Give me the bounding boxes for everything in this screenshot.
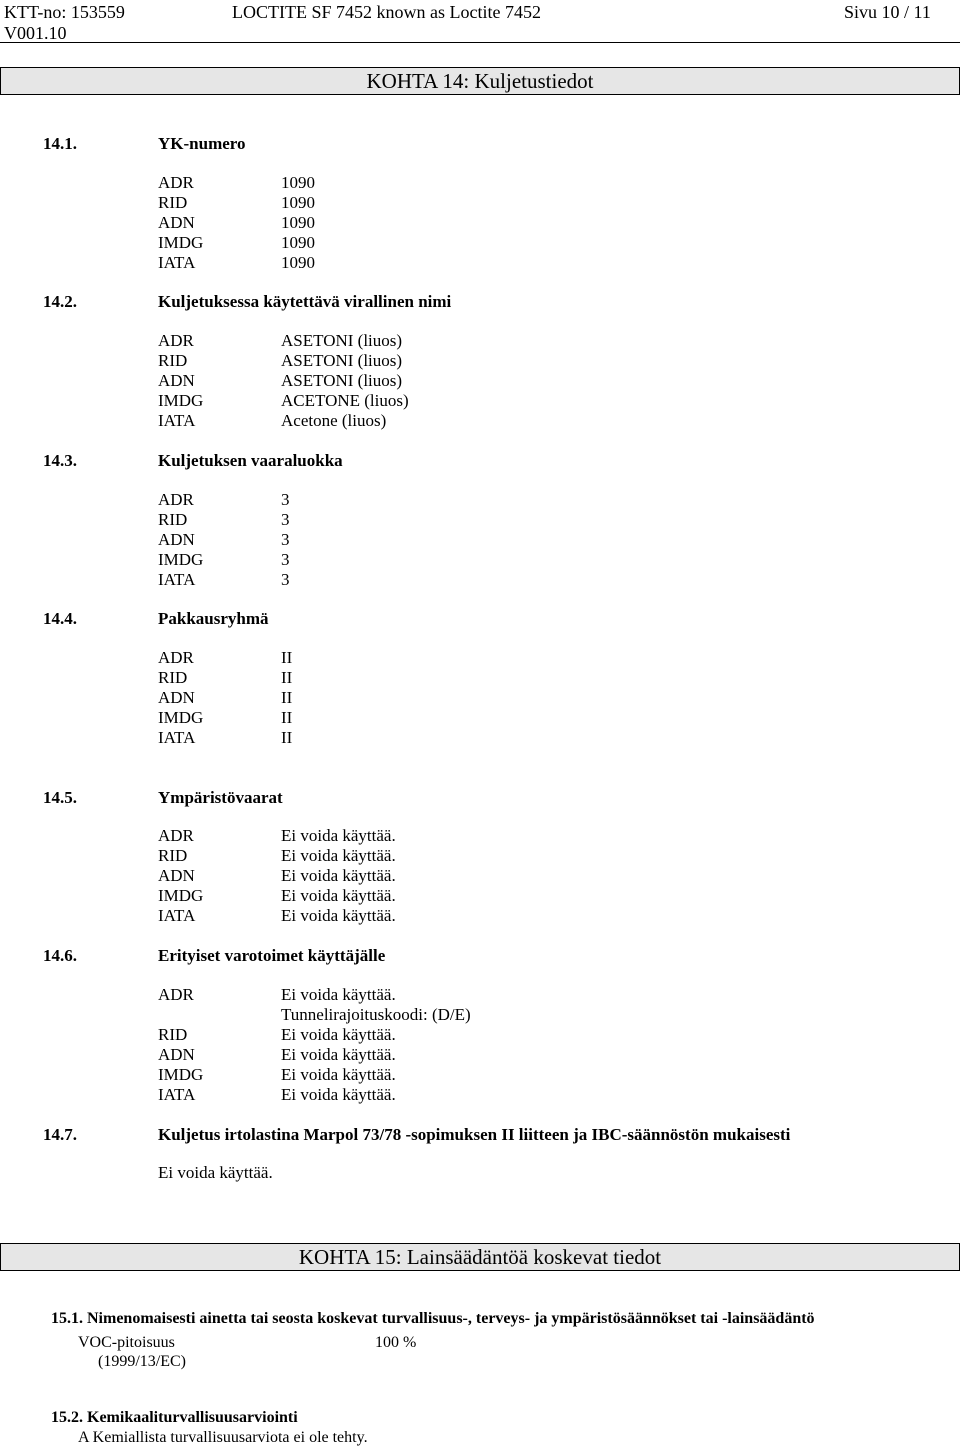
transport-value: Ei voida käyttää. (281, 826, 396, 845)
voc-directive: (1999/13/EC) (98, 1353, 186, 1370)
transport-value: Ei voida käyttää. (281, 1045, 396, 1064)
transport-mode: IATA (158, 728, 196, 747)
subsection-title: Ympäristövaarat (158, 788, 283, 807)
transport-mode: IATA (158, 570, 196, 589)
subsection-title: Pakkausryhmä (158, 609, 269, 628)
transport-mode: ADN (158, 530, 195, 549)
transport-mode: ADR (158, 173, 194, 192)
subsection-15-2-title: 15.2. Kemikaaliturvallisuusarviointi (51, 1409, 298, 1426)
transport-value: II (281, 728, 293, 747)
subsection-text: Ei voida käyttää. (158, 1163, 273, 1182)
subsection-title: Kuljetuksessa käytettävä virallinen nimi (158, 292, 452, 311)
header-divider (0, 42, 960, 43)
transport-value: Ei voida käyttää. (281, 846, 396, 865)
section-15-title: KOHTA 15: Lainsäädäntöä koskevat tiedot (298, 1245, 662, 1269)
subsection-number: 14.2. (43, 292, 77, 311)
transport-mode: ADN (158, 371, 195, 390)
transport-mode: ADN (158, 866, 195, 885)
transport-value: ASETONI (liuos) (281, 331, 403, 350)
transport-mode: RID (158, 668, 188, 687)
transport-mode: ADN (158, 213, 195, 232)
transport-value: 1090 (281, 193, 315, 212)
transport-value: Ei voida käyttää. (281, 1085, 396, 1104)
transport-value: Ei voida käyttää. (281, 866, 396, 885)
subsection-15-1-title: 15.1. Nimenomaisesti ainetta tai seosta koskevat turvallisuus-, terveys- ja ympäristösäännökset tai -lainsäädäntö (51, 1310, 815, 1327)
transport-value: ASETONI (liuos) (281, 371, 403, 390)
transport-value: ASETONI (liuos) (281, 351, 403, 370)
voc-value: 100 % (375, 1334, 417, 1351)
voc-label: VOC-pitoisuus (78, 1334, 175, 1351)
transport-mode: RID (158, 510, 188, 529)
subsection-number: 14.6. (43, 946, 77, 965)
subsection-title: YK-numero (158, 134, 246, 153)
subsection-number: 14.7. (43, 1125, 77, 1144)
subsection-title: Erityiset varotoimet käyttäjälle (158, 946, 386, 965)
transport-mode: IATA (158, 906, 196, 925)
transport-value: II (281, 668, 293, 687)
transport-mode: RID (158, 1025, 188, 1044)
transport-mode: ADN (158, 688, 195, 707)
transport-value: II (281, 688, 293, 707)
subsection-number: 14.5. (43, 788, 77, 807)
subsection-number: 14.3. (43, 451, 77, 470)
transport-mode: ADR (158, 985, 194, 1004)
transport-mode: IATA (158, 253, 196, 272)
transport-value: Ei voida käyttää. (281, 906, 396, 925)
transport-mode: IMDG (158, 233, 204, 252)
transport-value: 3 (281, 530, 290, 549)
transport-mode: IATA (158, 1085, 196, 1104)
transport-value: Ei voida käyttää. (281, 1025, 396, 1044)
transport-value: 1090 (281, 173, 315, 192)
section-14-header (0, 67, 960, 95)
transport-mode: IMDG (158, 391, 204, 410)
product-name: LOCTITE SF 7452 known as Loctite 7452 (232, 2, 541, 22)
transport-value: Ei voida käyttää. (281, 886, 396, 905)
tunnel-code: Tunnelirajoituskoodi: (D/E) (281, 1005, 471, 1024)
transport-mode: ADR (158, 648, 194, 667)
transport-mode: RID (158, 846, 188, 865)
transport-mode: IMDG (158, 550, 204, 569)
transport-mode: RID (158, 193, 188, 212)
transport-value: II (281, 648, 293, 667)
transport-value: 1090 (281, 253, 315, 272)
transport-value: 1090 (281, 213, 315, 232)
subsection-number: 14.4. (43, 609, 77, 628)
transport-mode: IATA (158, 411, 196, 430)
page-number: Sivu 10 / 11 (844, 2, 931, 22)
transport-value: Ei voida käyttää. (281, 1065, 396, 1084)
transport-value: Acetone (liuos) (281, 411, 387, 430)
transport-value: 3 (281, 550, 290, 569)
ktt-number: KTT-no: 153559 (4, 2, 125, 22)
subsection-15-2-text: A Kemiallista turvallisuusarviota ei ole tehty. (78, 1429, 368, 1446)
subsection-number: 14.1. (43, 134, 77, 153)
transport-mode: ADN (158, 1045, 195, 1064)
section-14-title: KOHTA 14: Kuljetustiedot (366, 69, 594, 93)
transport-value: 3 (281, 510, 290, 529)
subsection-title: Kuljetus irtolastina Marpol 73/78 -sopimuksen II liitteen ja IBC-säännöstön mukaisesti (158, 1125, 791, 1144)
transport-mode: RID (158, 351, 188, 370)
version-number: V001.10 (4, 23, 67, 43)
transport-mode: IMDG (158, 886, 204, 905)
transport-mode: ADR (158, 490, 194, 509)
transport-value: 3 (281, 490, 290, 509)
transport-value: ACETONE (liuos) (281, 391, 409, 410)
transport-value: Ei voida käyttää. (281, 985, 396, 1004)
section-15-header (0, 1243, 960, 1271)
transport-value: 1090 (281, 233, 315, 252)
transport-mode: ADR (158, 331, 194, 350)
subsection-title: Kuljetuksen vaaraluokka (158, 451, 343, 470)
transport-mode: IMDG (158, 708, 204, 727)
transport-value: II (281, 708, 293, 727)
transport-mode: IMDG (158, 1065, 204, 1084)
transport-value: 3 (281, 570, 290, 589)
transport-mode: ADR (158, 826, 194, 845)
